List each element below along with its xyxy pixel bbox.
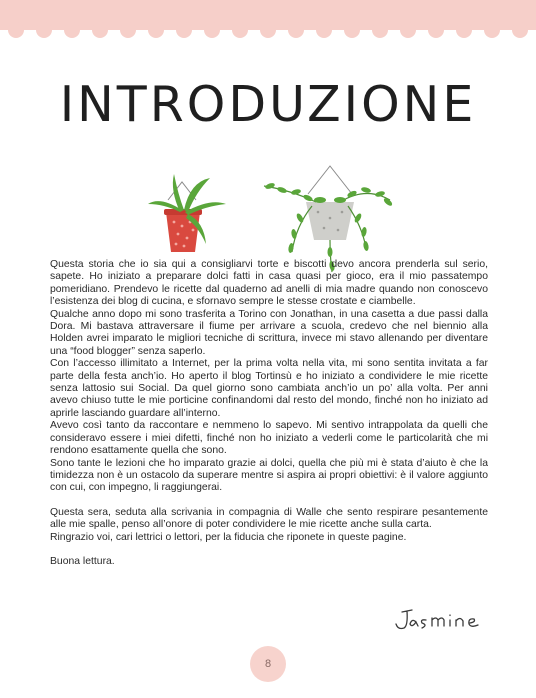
paragraph: Con l’accesso illimitato a Internet, per la prima volta nella vita, mi sono sentita invitata a far parte della festa anch’io. Ho aperto il blog Tortinsù e ho iniziato a condividere le mie ricette senza lattosio sui Social. Da quel giorno sono cambiata anch’io un po’ alla volta. Per anni avevo chiuso tutte le mie porticine confinandomi dal resto del mondo, finché non ho iniziato ad aprirle lasciando guardare all’interno. xyxy=(50,358,488,419)
page-number: 8 xyxy=(264,658,272,670)
potted-plant-red-icon xyxy=(148,174,226,252)
plant-illustrations xyxy=(140,160,400,275)
page-number-badge xyxy=(250,646,286,682)
paragraph: Qualche anno dopo mi sono trasferita a Torino con Jonathan, in una casetta a due passi dalla Dora. Mi bastava attraversare il fiume per arrivare a scuola, credevo che nel biennio alla Holden avrei imparato le migliori tecniche di scrittura, invece mi stavo allenando per diventare una “food blogger” senza saperlo. xyxy=(50,308,488,357)
paragraph: Questa storia che io sia qui a consigliarvi torte e biscotti devo ancora prenderla sul serio, sapete. Ho iniziato a preparare dolci fatti in casa quasi per gioco, era il mio passatempo pomeridiano. Prendevo le ricette dal quaderno ad anelli di mia madre quando non conoscevo l’esistenza dei blog di cucina, e sfornavo sempre le stesse crostate e ciambelle. xyxy=(50,259,488,308)
paragraph: Questa sera, seduta alla scrivania in compagnia di Walle che sento respirare pesantemente alle mie spalle, penso all’onore di poter condividere le mie ricette anche sulla carta. xyxy=(50,506,488,531)
closing-line: Buona lettura. xyxy=(50,555,115,567)
paragraph: Avevo così tanto da raccontare e nemmeno lo sapevo. Mi sentivo intrappolata da quelli che consideravo essere i miei difetti, finché non ho iniziato a vederli come le particolarità che mi rendono esattamente quella che sono. xyxy=(50,420,488,457)
paragraph: Sono tante le lezioni che ho imparato grazie ai dolci, quella che più mi è stata d’aiuto è che la timidezza non è un ostacolo da superare mentre si aspira ai propri obiettivi: è il valore aggiunto con cui, con impegno, li raggiungerai. xyxy=(50,457,488,494)
introduction-body xyxy=(50,259,488,568)
paragraph: Ringrazio voi, cari lettrici o lettori, per la fiducia che riponete in queste pagine. xyxy=(50,531,407,543)
scalloped-border xyxy=(0,22,536,46)
handwritten-signature xyxy=(388,604,498,636)
hanging-plant-gray-icon xyxy=(264,166,393,272)
page-title: INTRODUZIONE xyxy=(59,76,477,133)
